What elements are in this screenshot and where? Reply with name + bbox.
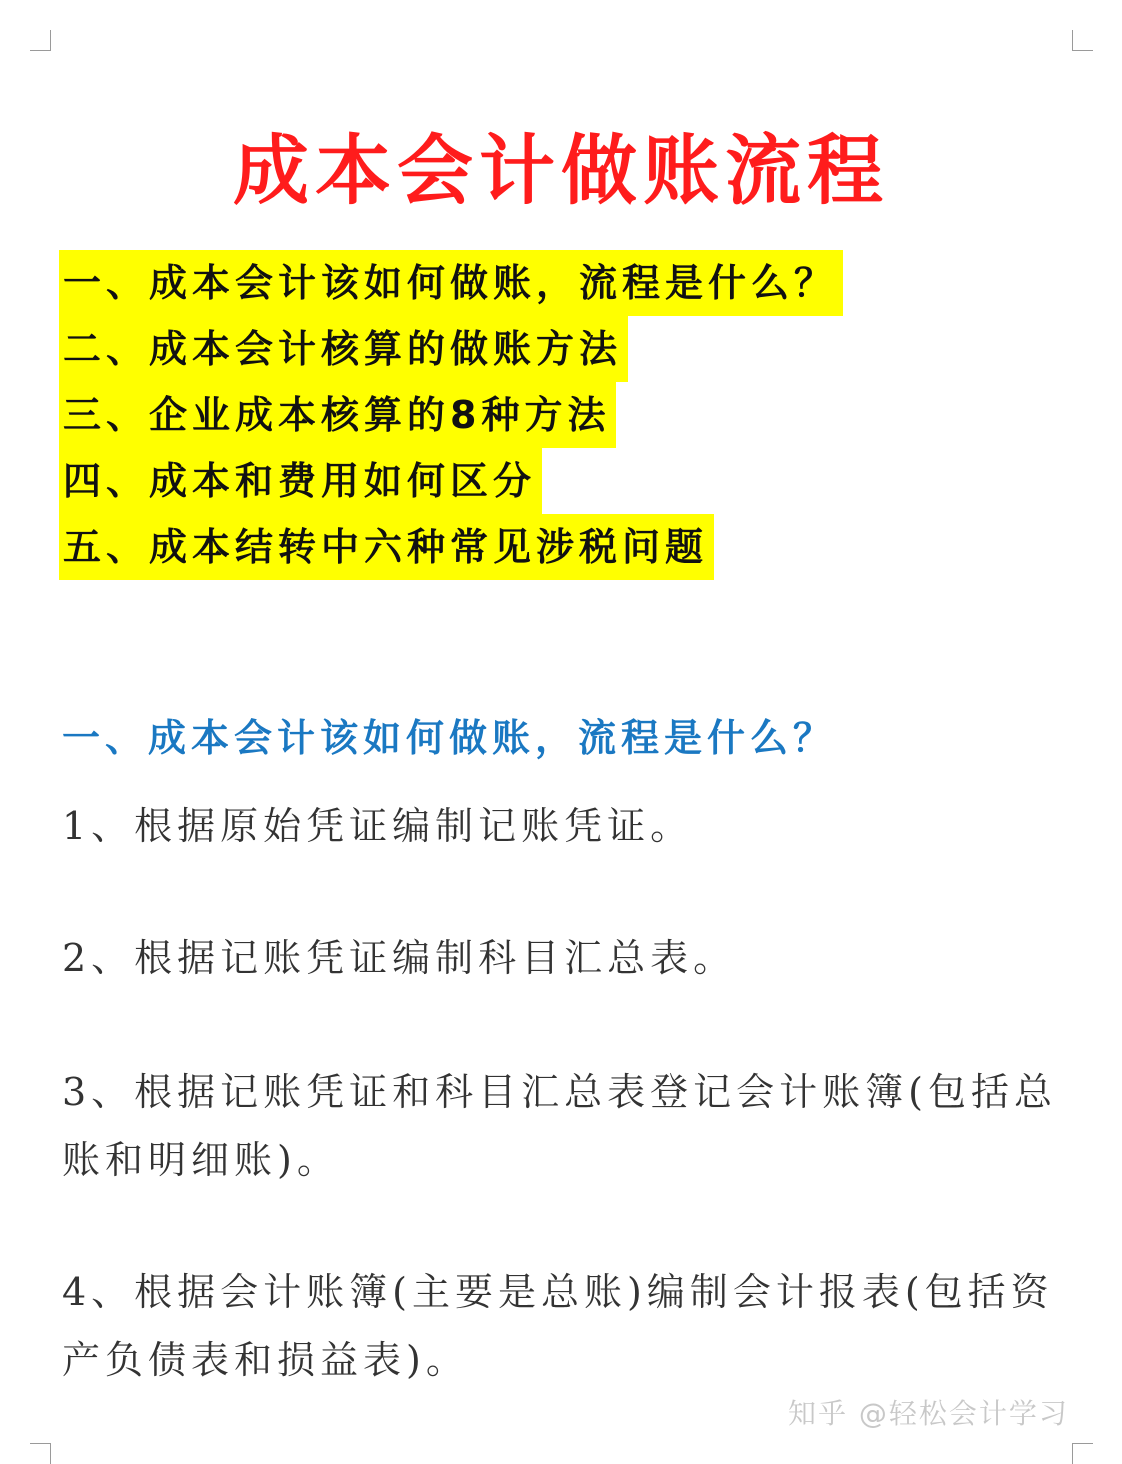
toc-item-text: 四、成本和费用如何区分 [59, 448, 542, 514]
toc-item-text: 一、成本会计该如何做账，流程是什么？ [59, 250, 843, 316]
process-step: 2、根据记账凭证编制科目汇总表。 [62, 936, 737, 980]
toc-item [59, 316, 843, 382]
toc-item [59, 448, 843, 514]
toc-item [59, 250, 843, 316]
toc-item-text: 五、成本结转中六种常见涉税问题 [59, 514, 714, 580]
toc-item [59, 514, 843, 580]
process-step: 3、根据记账凭证和科目汇总表登记会计账簿(包括总账和明细账)。 [62, 1070, 1058, 1182]
toc-item-text: 三、企业成本核算的8种方法 [59, 382, 616, 448]
process-step: 4、根据会计账簿(主要是总账)编制会计报表(包括资产负债表和损益表)。 [62, 1270, 1054, 1382]
document-title: 成本会计做账流程 [233, 125, 889, 215]
table-of-contents [59, 250, 843, 580]
section-heading: 一、成本会计该如何做账，流程是什么？ [62, 715, 837, 760]
watermark: 知乎 @轻松会计学习 [788, 1397, 1069, 1430]
page-corner-mark-top-left [30, 30, 51, 51]
toc-item-text: 二、成本会计核算的做账方法 [59, 316, 628, 382]
process-step: 1、根据原始凭证编制记账凭证。 [62, 804, 694, 848]
page-corner-mark-bottom-left [30, 1443, 51, 1464]
page-corner-mark-top-right [1072, 30, 1093, 51]
toc-item [59, 382, 843, 448]
page-corner-mark-bottom-right [1072, 1443, 1093, 1464]
